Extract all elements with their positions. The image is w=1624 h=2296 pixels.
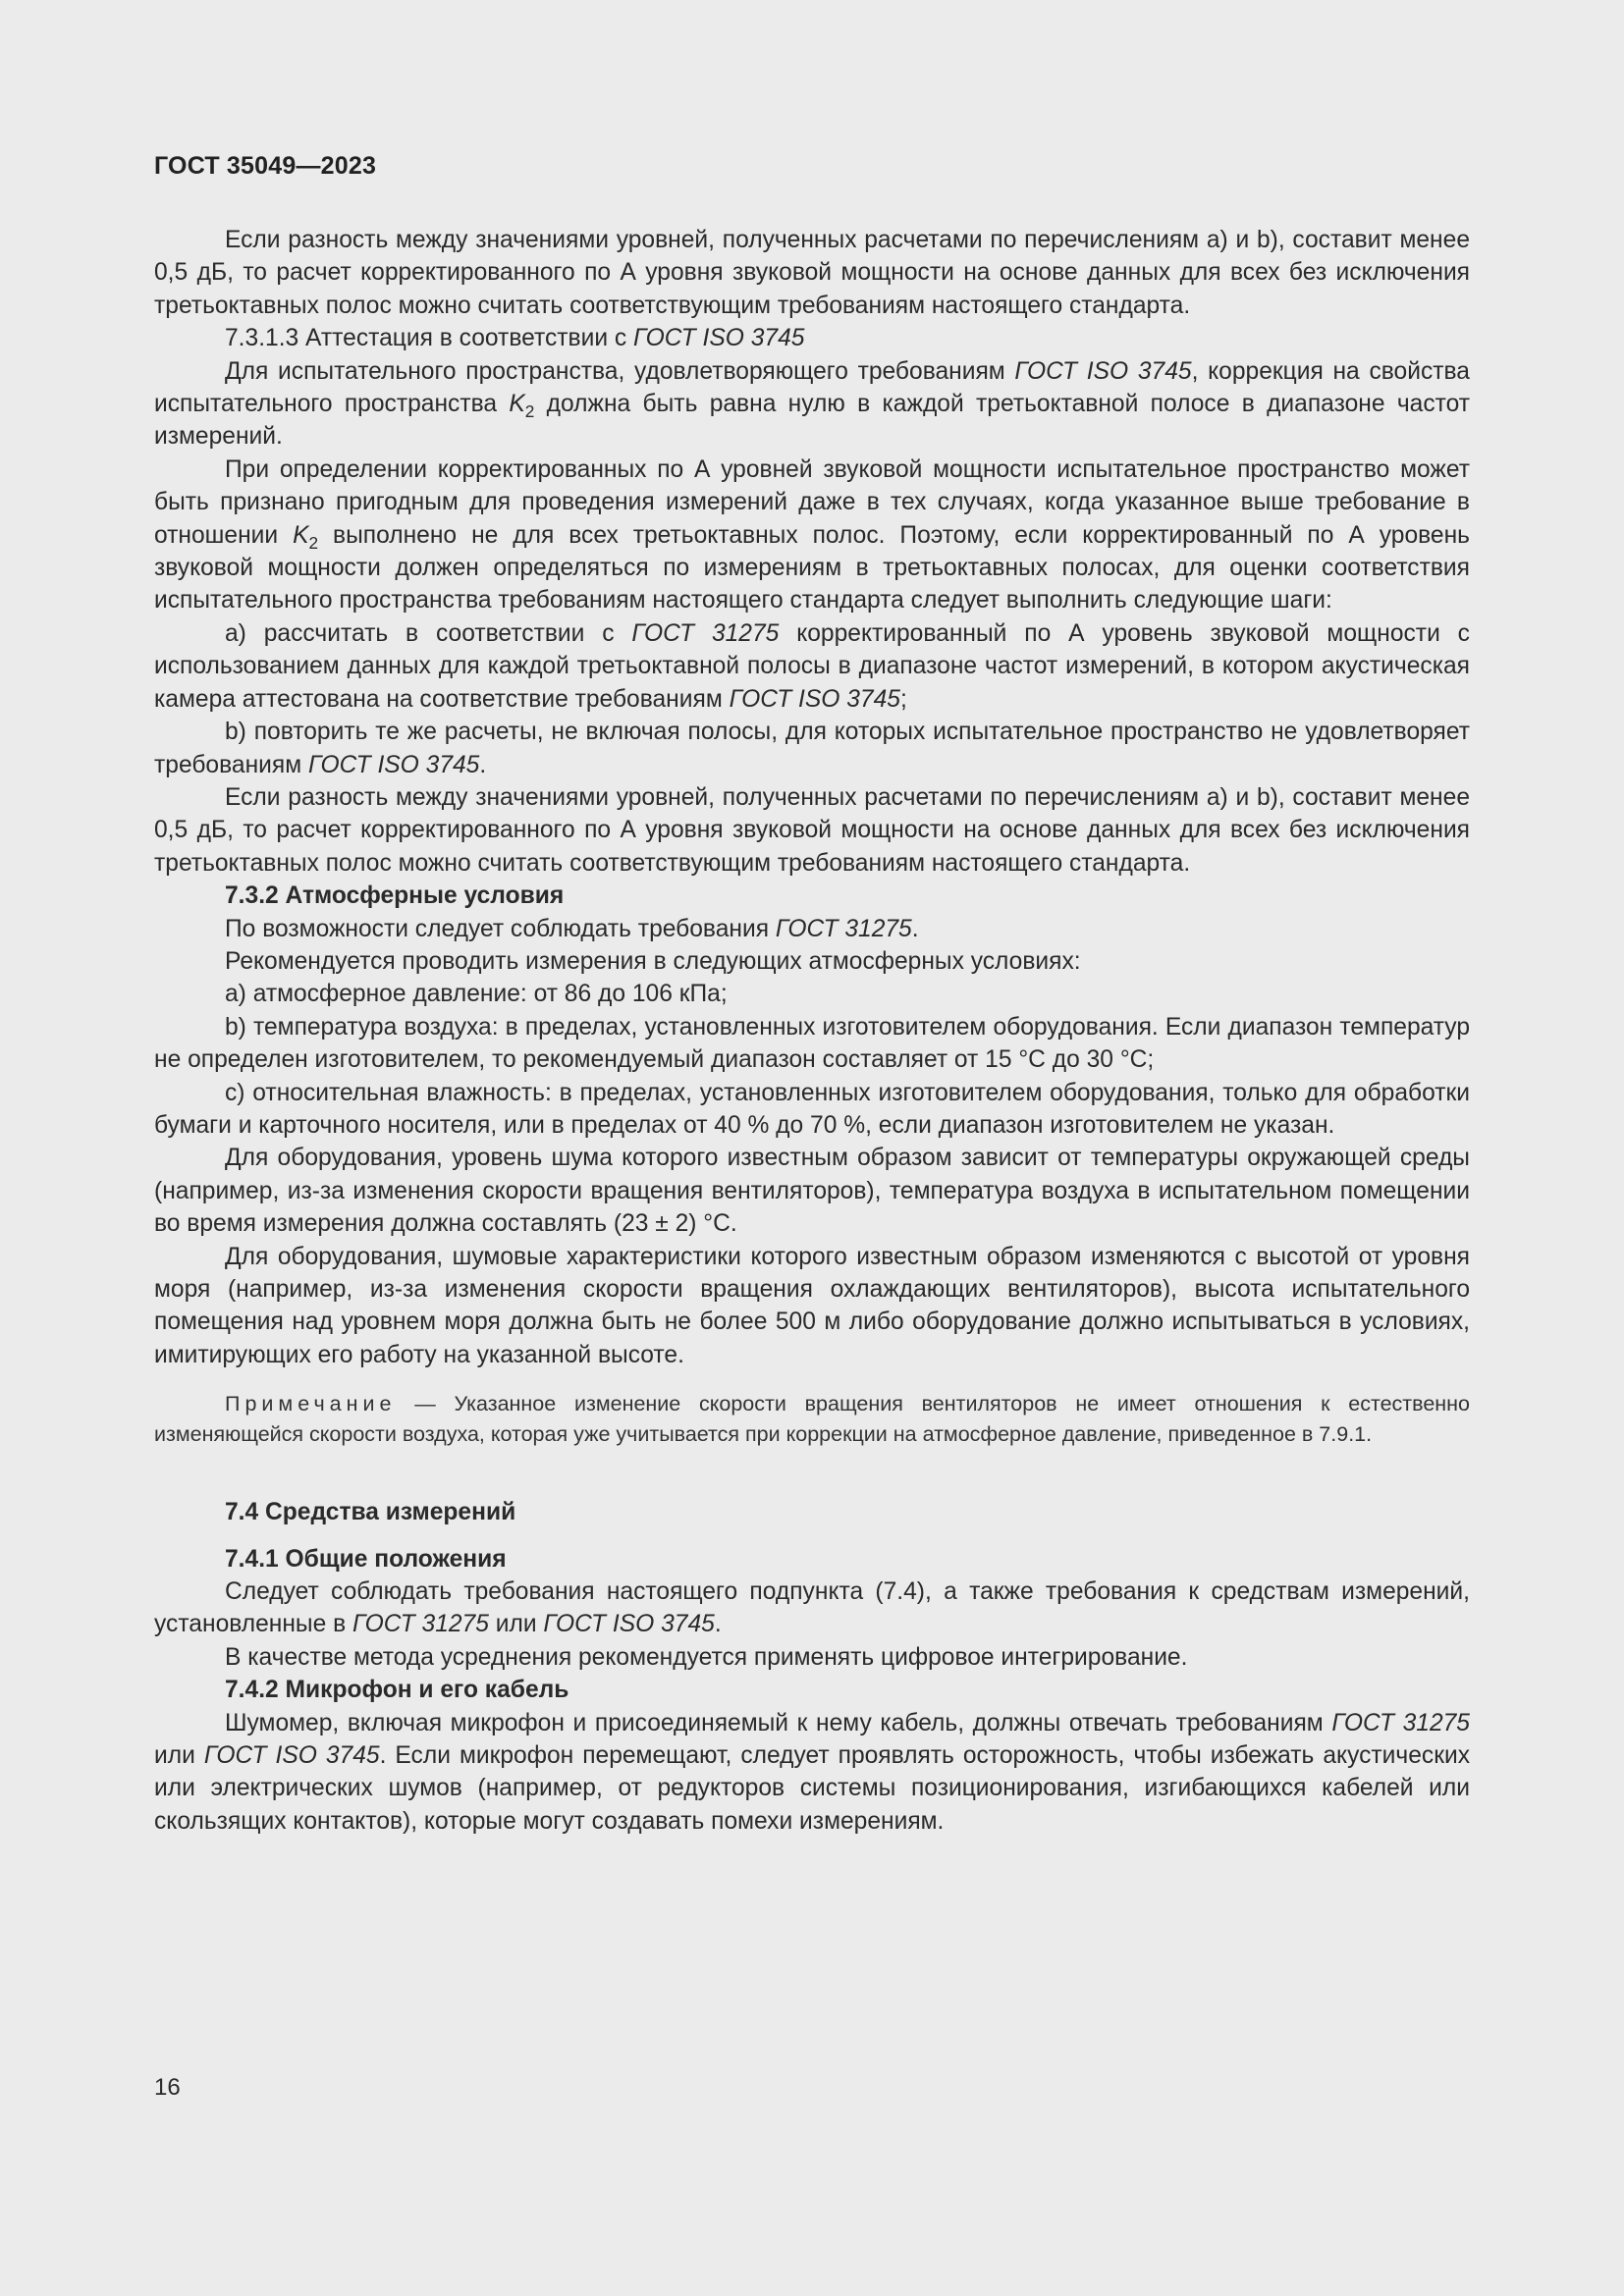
text-run: выполнено не для всех третьоктавных полос. Поэтому, если корректированный по А уровень звуковой мощности должен определяться по измерениям в третьоктавных полосах, для оценки соответствия испытательного пространства требованиям настоящего стандарта следует выполнить следующие шаги:	[154, 521, 1470, 614]
text-run: ;	[899, 685, 907, 713]
note-label: Примечание	[225, 1392, 397, 1416]
document-body	[154, 224, 1470, 1838]
heading-7-4: 7.4 Средства измерений	[225, 1499, 516, 1526]
list-item-c: с) относительная влажность: в пределах, установленных изготовителем оборудования, только для обработки бумаги и карточного носителя, или в пределах от 40 % до 70 %, если диапазон изготовителем не указан.	[154, 1079, 1470, 1139]
paragraph: В качестве метода усреднения рекомендуется применять цифровое интегрирование.	[225, 1643, 1188, 1671]
text-run: .	[911, 915, 919, 942]
paragraph: Для оборудования, шумовые характеристики которого известным образом изменяются с высотой от уровня моря (например, из-за изменения скорости вращения охлаждающих вентиляторов), высота испытательного помещения над уровнем моря должна быть не более 500 м либо оборудование должно испытываться в условиях, имитирующих его работу на указанной высоте.	[154, 1243, 1470, 1368]
paragraph	[154, 454, 1470, 617]
text-run: корректированный по А уровень звуковой мощности с использованием данных для каждой третьоктавной полосы в диапазоне частот измерений, в котором акустическая камера аттестована на соответствие требованиям	[154, 619, 1470, 713]
symbol-k: K	[509, 391, 525, 418]
text-run: , коррекция на свойства испытательного пространства	[154, 357, 1470, 418]
standard-reference: ГОСТ 31275	[631, 619, 780, 647]
standard-reference: ГОСТ 31275	[1331, 1709, 1470, 1736]
text-run: должна быть равна нулю в каждой третьоктавной полосе в диапазоне частот измерений.	[154, 391, 1470, 451]
page-number: 16	[154, 2074, 181, 2101]
paragraph	[154, 1575, 1470, 1641]
heading-7-3-2: 7.3.2 Атмосферные условия	[225, 882, 565, 910]
paragraph: Рекомендуется проводить измерения в следующих атмосферных условиях:	[225, 947, 1081, 975]
paragraph: Для оборудования, уровень шума которого известным образом зависит от температуры окружающей среды (например, из-за изменения скорости вращения вентиляторов), температура воздуха в испытательном помещении во время измерения должна составлять (23 ± 2) °С.	[154, 1145, 1470, 1238]
text-run: . Если микрофон перемещают, следует проявлять осторожность, чтобы избежать акустических или электрических шумов (например, от редукторов системы позиционирования, изгибающихся кабелей или скользящих контактов), которые могут создавать помехи измерениям.	[154, 1742, 1470, 1835]
standard-reference: ГОСТ 31275	[352, 1611, 489, 1638]
standard-reference: ГОСТ ISO 3745	[729, 685, 900, 713]
text-run: b) повторить те же расчеты, не включая полосы, для которых испытательное пространство не удовлетворяет требованиям	[154, 719, 1470, 778]
note-text: — Указанное изменение скорости вращения вентиляторов не имеет отношения к естественно изменяющейся скорости воздуха, которая уже учитывается при коррекции на атмосферное давление, приведенное в 7.9.1.	[154, 1392, 1470, 1446]
clause-7-3-1-3	[154, 322, 1470, 354]
text-run: или	[488, 1611, 544, 1638]
text-run: Для испытательного пространства, удовлетворяющего требованиям	[225, 357, 1015, 385]
standard-reference: ГОСТ ISO 3745	[633, 325, 805, 352]
standard-reference: ГОСТ ISO 3745	[543, 1611, 715, 1638]
standard-reference: ГОСТ ISO 3745	[203, 1742, 380, 1770]
standard-reference: ГОСТ ISO 3745	[307, 751, 480, 778]
paragraph	[154, 913, 1470, 945]
clause-text: 7.3.1.3 Аттестация в соответствии с	[225, 325, 634, 352]
list-item-a	[154, 617, 1470, 716]
symbol-subscript: 2	[524, 401, 535, 422]
text-run: .	[714, 1611, 722, 1638]
list-item-b	[154, 716, 1470, 781]
paragraph	[154, 355, 1470, 454]
text-run: По возможности следует соблюдать требования	[225, 915, 776, 942]
standard-reference: ГОСТ 31275	[775, 915, 912, 942]
paragraph	[154, 1707, 1470, 1839]
list-item-a: а) атмосферное давление: от 86 до 106 кПа;	[225, 981, 728, 1008]
text-run: Шумомер, включая микрофон и присоединяемый к нему кабель, должны отвечать требованиям	[225, 1709, 1332, 1736]
text-run: При определении корректированных по А уровней звуковой мощности испытательное пространство может быть признано пригодным для проведения измерений даже в тех случаях, когда указанное выше требование в отношении	[154, 455, 1470, 549]
text-run: или	[154, 1742, 204, 1770]
paragraph: Если разность между значениями уровней, полученных расчетами по перечислениям а) и b), составит менее 0,5 дБ, то расчет корректированного по А уровня звуковой мощности на основе данных для всех без исключения третьоктавных полос можно считать соответствующим требованиям настоящего стандарта.	[154, 227, 1470, 319]
text-run: .	[479, 751, 487, 778]
paragraph: Если разность между значениями уровней, полученных расчетами по перечислениям а) и b), составит менее 0,5 дБ, то расчет корректированного по А уровня звуковой мощности на основе данных для всех без исключения третьоктавных полос можно считать соответствующим требованиям настоящего стандарта.	[154, 783, 1470, 877]
document-header: ГОСТ 35049—2023	[154, 152, 377, 180]
list-item-b: b) температура воздуха: в пределах, установленных изготовителем оборудования. Если диапазон температур не определен изготовителем, то рекомендуемый диапазон составляет от 15 °С до 30 °С;	[154, 1013, 1470, 1074]
note	[154, 1389, 1470, 1449]
text-run: а) рассчитать в соответствии с	[225, 619, 632, 647]
standard-reference: ГОСТ ISO 3745	[1014, 357, 1192, 385]
heading-7-4-1: 7.4.1 Общие положения	[225, 1545, 507, 1573]
heading-7-4-2: 7.4.2 Микрофон и его кабель	[225, 1677, 569, 1704]
symbol-subscript: 2	[308, 532, 319, 553]
text-run: Следует соблюдать требования настоящего подпункта (7.4), а также требования к средствам измерений, установленные в	[154, 1578, 1470, 1638]
symbol-k: K	[293, 521, 309, 549]
